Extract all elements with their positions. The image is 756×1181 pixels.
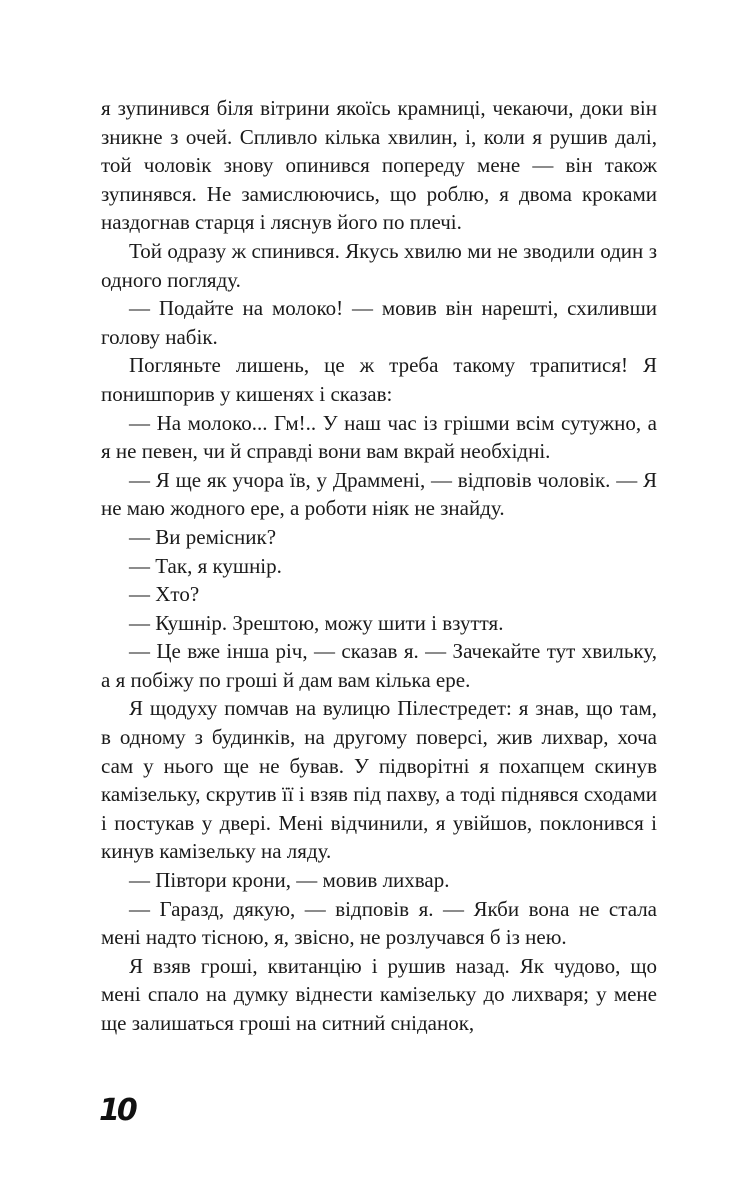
paragraph-3: — Подайте на молоко! — мовив він нарешті, схиливши голову набік. (101, 296, 657, 349)
paragraph-13: — Півтори крони, — мовив лихвар. (129, 868, 450, 893)
paragraph-4: Погляньте лишень, це ж треба такому трапитися! Я понишпорив у кишенях і сказав: (101, 353, 657, 406)
paragraph-5: — На молоко... Гм!.. У наш час із грішми всім сутужно, а я не певен, чи й справді вони вам вкрай необхідні. (101, 410, 657, 464)
paragraph-1: я зупинився біля вітрини якоїсь крамниці, чекаючи, доки він зникне з очей. Спливло кілька хвилин, і, коли я рушив далі, той чоловік знову опинився попереду мене — він також зупинявся. Не замислюючись, що роблю, я двома кроками наздогнав старця і ляснув його по плечі. (101, 96, 657, 235)
body-text (101, 94, 657, 1038)
paragraph-2: Той одразу ж спинився. Якусь хвилю ми не зводили один з одного погляду. (101, 238, 657, 292)
paragraph-9: — Хто? (129, 582, 200, 607)
paragraph-12: Я щодуху помчав на вулицю Пілестредет: я знав, що там, в одному з будинків, на другому поверсі, жив лихвар, хоча сам у нього ще не бував. У підворітні я похапцем скинув камізельку, скрутив її і взяв під пахву, а тоді піднявся сходами і постукав у двері. Мені відчинили, я увійшов, поклонився і кинув камізельку на ляду. (101, 696, 657, 864)
paragraph-11: — Це вже інша річ, — сказав я. — Зачекайте тут хвильку, а я побіжу по гроші й дам вам кілька ере. (101, 639, 657, 692)
paragraph-8: — Так, я кушнір. (129, 553, 282, 578)
paragraph-6: — Я ще як учора їв, у Драммені, — відповів чоловік. — Я не маю жодного ере, а роботи ніяк не знайду. (101, 467, 657, 521)
paragraph-10: — Кушнір. Зрештою, можу шити і взуття. (129, 610, 504, 635)
paragraph-15: Я взяв гроші, квитанцію і рушив назад. Як чудово, що мені спало на думку віднести камізельку до лихваря; у мене ще залишаться гроші на ситний сніданок, (101, 953, 657, 1035)
paragraph-7: — Ви ремісник? (129, 524, 277, 549)
paragraph-14: — Гаразд, дякую, — відповів я. — Якби вона не стала мені надто тісною, я, звісно, не розлучався б із нею. (101, 896, 657, 950)
page-number: 10 (99, 1093, 135, 1128)
